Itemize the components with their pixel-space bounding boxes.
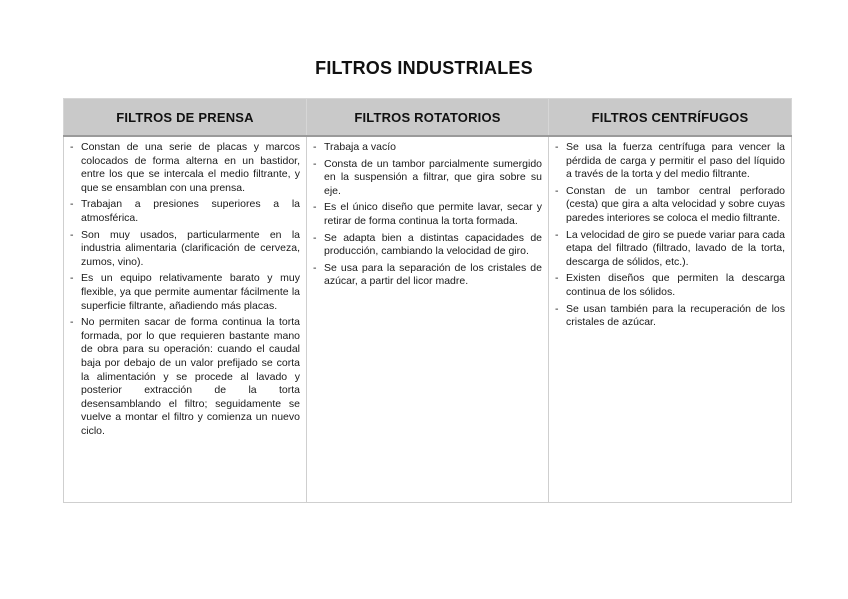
list-item: - La velocidad de giro se puede variar para cada etapa del filtrado (filtrado, lavado de la torta, descarga de sólidos, etc.).	[553, 229, 785, 270]
list-item: - Se usan también para la recuperación de los cristales de azúcar.	[553, 303, 785, 330]
list-item: - Se adapta bien a distintas capacidades de producción, cambiando la velocidad de giro.	[311, 232, 542, 259]
list-item: - Consta de un tambor parcialmente sumergido en la suspensión a filtrar, que gira sobre su eje.	[311, 158, 542, 199]
list-item: - Trabaja a vacío	[311, 141, 542, 155]
list-item: - Existen diseños que permiten la descarga continua de los sólidos.	[553, 272, 785, 299]
column-header-centrifugos: FILTROS CENTRÍFUGOS	[549, 99, 792, 137]
list-item: - Constan de una serie de placas y marcos colocados de forma alterna en un bastidor, entre los que se intercala el medio filtrante, y que se ensamblan con una prensa.	[68, 141, 300, 195]
list-item: - Se usa la fuerza centrífuga para vencer la pérdida de carga y permitir el paso del líquido a través de la torta y del medio filtrante.	[553, 141, 785, 182]
page-title: FILTROS INDUSTRIALES	[315, 58, 533, 78]
list-item: - Son muy usados, particularmente en la industria alimentaria (clarificación de cerveza, zumos, vino).	[68, 229, 300, 270]
header-row	[64, 99, 792, 137]
table-header	[64, 99, 792, 137]
list-item: - Es un equipo relativamente barato y muy flexible, ya que permite aumentar fácilmente la superficie filtrante, añadiendo más placas.	[68, 272, 300, 313]
list-item: - Se usa para la separación de los cristales de azúcar, a partir del licor madre.	[311, 262, 542, 289]
list-item: - Trabajan a presiones superiores a la atmosférica.	[68, 198, 300, 225]
cell-rotatorios	[307, 136, 549, 503]
list-centrifugos	[553, 141, 785, 330]
column-header-rotatorios: FILTROS ROTATORIOS	[307, 99, 549, 137]
column-header-prensa: FILTROS DE PRENSA	[64, 99, 307, 137]
table-body	[64, 136, 792, 503]
filters-comparison-table	[63, 98, 792, 503]
list-item: - No permiten sacar de forma continua la torta formada, por lo que requieren bastante mano de obra para su operación: cuando el caudal baja por debajo de un valor prefijado se corta la alimentación y se procede al lavado y posterior extracción de la torta desensamblando el filtro; seguidamente se vuelve a montar el filtro y comienza un nuevo ciclo.	[68, 316, 300, 438]
list-item: - Constan de un tambor central perforado (cesta) que gira a alta velocidad y sobre cuyas paredes interiores se coloca el medio filtrante.	[553, 185, 785, 226]
list-rotatorios	[311, 141, 542, 289]
list-item: - Es el único diseño que permite lavar, secar y retirar de forma continua la torta formada.	[311, 201, 542, 228]
table-row	[64, 136, 792, 503]
list-prensa	[68, 141, 300, 438]
cell-prensa	[64, 136, 307, 503]
cell-centrifugos	[549, 136, 792, 503]
